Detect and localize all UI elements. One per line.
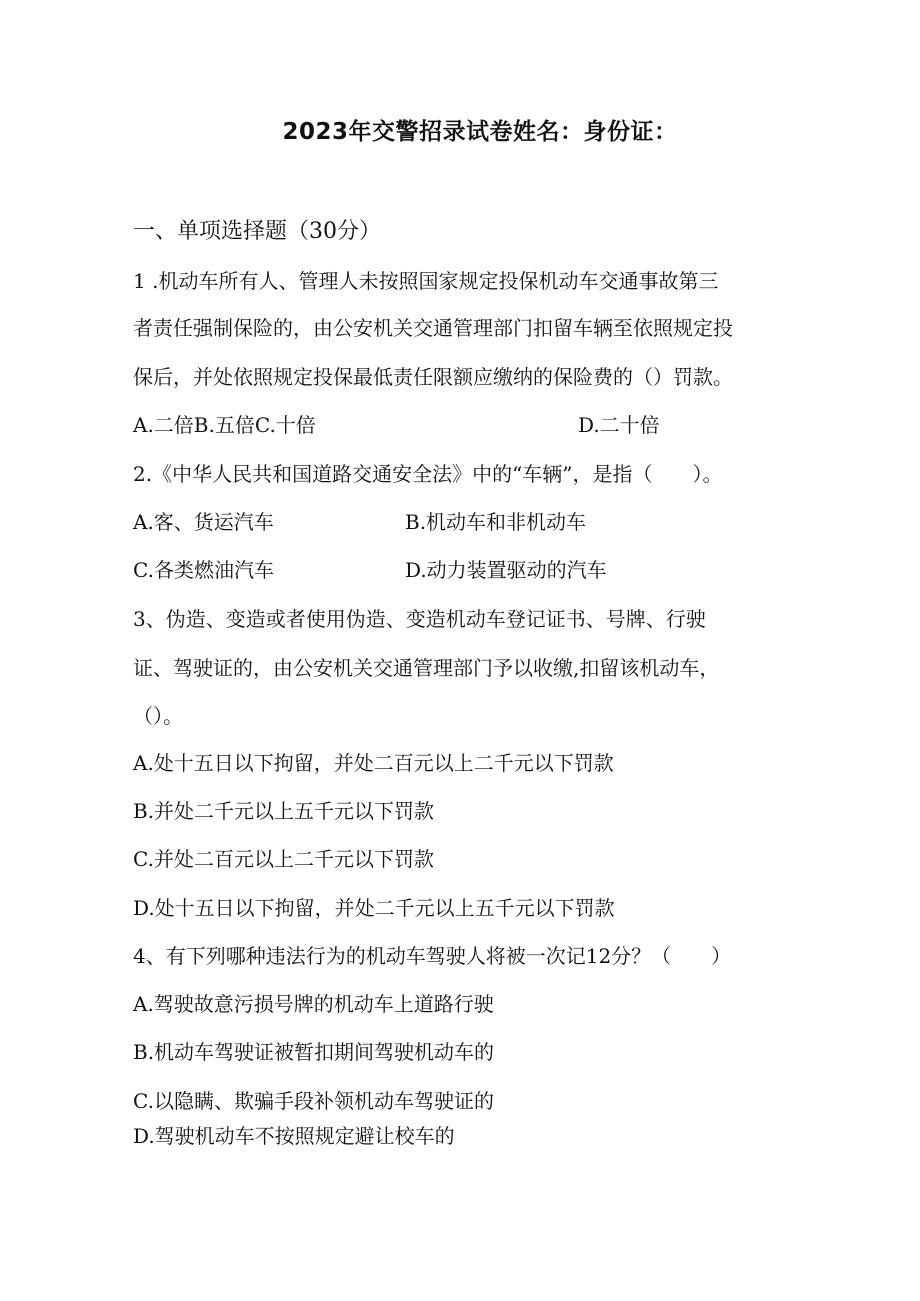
q2-stem: 2.《中华人民共和国道路交通安全法》中的“车辆”，是指（ ）。	[133, 462, 723, 486]
q3-option-b: B.并处二千元以上五千元以下罚款	[133, 799, 435, 823]
q3-option-a: A.处十五日以下拘留，并处二百元以上二千元以下罚款	[133, 751, 614, 775]
section-heading: 一、单项选择题（30分）	[133, 219, 381, 244]
q3-line-1: 3、伪造、变造或者使用伪造、变造机动车登记证书、号牌、行驶	[133, 607, 706, 631]
q3-line-3: （）。	[133, 704, 183, 728]
q1-line-2: 者责任强制保险的，由公安机关交通管理部门扣留车辆至依照规定投	[133, 316, 733, 340]
q4-option-d: D.驾驶机动车不按照规定避让校车的	[133, 1124, 455, 1148]
q1-line-3: 保后，并处依照规定投保最低责任限额应缴纳的保险费的（）罚款。	[133, 365, 733, 389]
q1-line-1: 1 .机动车所有人、管理人未按照国家规定投保机动车交通事故第三	[133, 269, 719, 293]
q4-option-a: A.驾驶故意污损号牌的机动车上道路行驶	[133, 992, 494, 1016]
q4-option-c: C.以隐瞒、欺骗手段补领机动车驾驶证的	[133, 1089, 494, 1113]
q4-option-b: B.机动车驾驶证被暂扣期间驾驶机动车的	[133, 1040, 495, 1064]
q4-stem: 4、有下列哪种违法行为的机动车驾驶人将被一次记12分？（ ）	[133, 944, 732, 968]
q2-option-a: A.客、货运汽车	[133, 510, 274, 534]
q2-option-b: B.机动车和非机动车	[405, 510, 587, 534]
exam-title: 2023年交警招录试卷姓名：身份证：	[282, 119, 678, 145]
q3-option-d: D.处十五日以下拘留，并处二千元以上五千元以下罚款	[133, 896, 615, 920]
q3-option-c: C.并处二百元以上二千元以下罚款	[133, 847, 434, 871]
q1-option-d: D.二十倍	[578, 413, 660, 437]
q3-line-2: 证、驾驶证的，由公安机关交通管理部门予以收缴,扣留该机动车，	[133, 656, 720, 680]
q2-option-c: C.各类燃油汽车	[133, 558, 274, 582]
q2-option-d: D.动力装置驱动的汽车	[405, 558, 607, 582]
q1-options-abc: A.二倍B.五倍C.十倍	[133, 413, 316, 437]
